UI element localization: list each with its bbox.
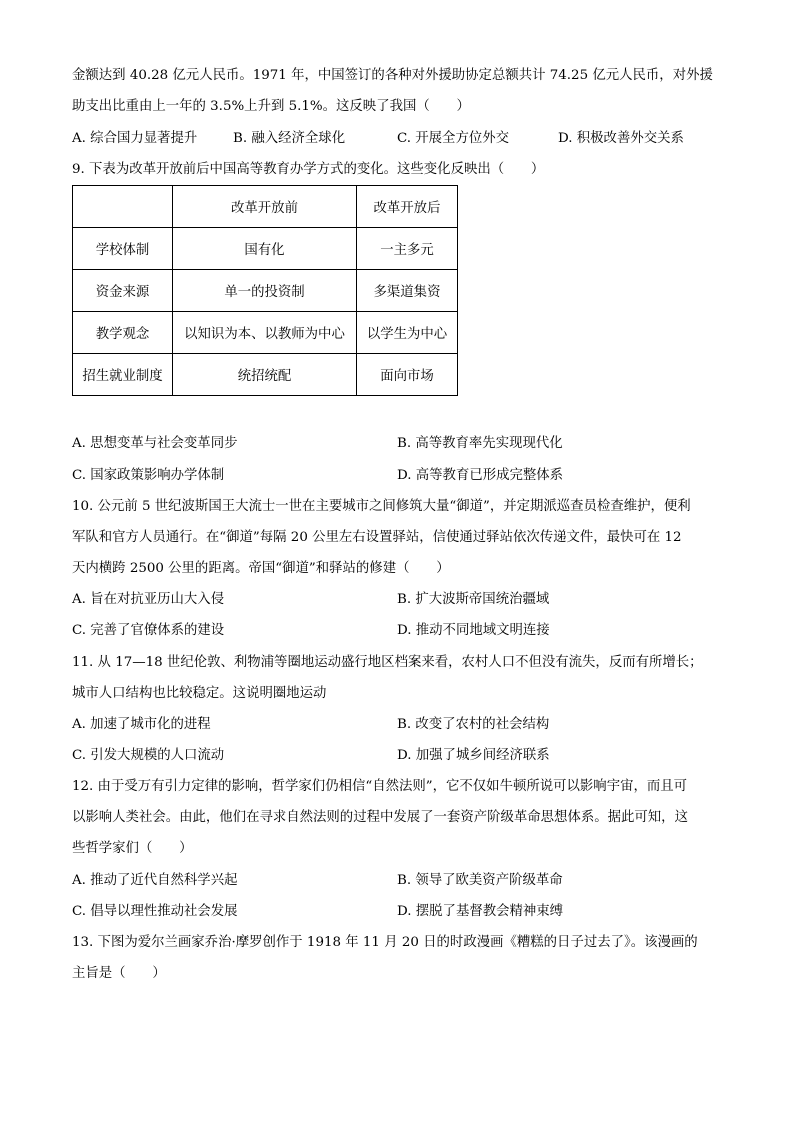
table-row bbox=[73, 228, 458, 270]
table-cell: 国有化 bbox=[173, 228, 357, 270]
q11-text-line-2: 城市人口结构也比较稳定。这说明圈地运动 bbox=[72, 686, 327, 701]
q8-option-d[interactable]: D. 积极改善外交关系 bbox=[558, 131, 684, 146]
q10-option-c[interactable]: C. 完善了官僚体系的建设 bbox=[72, 623, 225, 638]
table-row bbox=[73, 354, 458, 396]
table-header-cell bbox=[73, 186, 173, 228]
q11-text-line-1: 11. 从 17—18 世纪伦敦、利物浦等圈地运动盛行地区档案来看，农村人口不但没有流失，反而有所增长； bbox=[72, 655, 703, 670]
q9-stem: 9. 下表为改革开放前后中国高等教育办学方式的变化。这些变化反映出（ ） bbox=[72, 162, 545, 177]
table-cell: 一主多元 bbox=[357, 228, 458, 270]
table-cell: 招生就业制度 bbox=[73, 354, 173, 396]
table-cell: 学校体制 bbox=[73, 228, 173, 270]
table-cell: 以学生为中心 bbox=[357, 312, 458, 354]
q10-text-line-2: 军队和官方人员通行。在“御道”每隔 20 公里左右设置驿站，信使通过驿站依次传递文件，最快可在 12 bbox=[72, 530, 682, 545]
q11-option-d[interactable]: D. 加强了城乡间经济联系 bbox=[397, 748, 550, 763]
q9-option-c[interactable]: C. 国家政策影响办学体制 bbox=[72, 468, 225, 483]
table-header-row bbox=[73, 186, 458, 228]
q11-option-b[interactable]: B. 改变了农村的社会结构 bbox=[397, 717, 550, 732]
table-cell: 资金来源 bbox=[73, 270, 173, 312]
q8-text-line-2: 助支出比重由上一年的 3.5%上升到 5.1%。这反映了我国（ ） bbox=[72, 99, 470, 114]
q10-option-b[interactable]: B. 扩大波斯帝国统治疆域 bbox=[397, 592, 550, 607]
q12-option-b[interactable]: B. 领导了欧美资产阶级革命 bbox=[397, 873, 563, 888]
q8-option-b[interactable]: B. 融入经济全球化 bbox=[233, 131, 346, 146]
table-cell: 多渠道集资 bbox=[357, 270, 458, 312]
q13-text-line-2: 主旨是（ ） bbox=[72, 966, 166, 981]
q9-option-b[interactable]: B. 高等教育率先实现现代化 bbox=[397, 436, 563, 451]
table-header-cell: 改革开放后 bbox=[357, 186, 458, 228]
q10-option-a[interactable]: A. 旨在对抗亚历山大入侵 bbox=[72, 592, 225, 607]
table-row bbox=[73, 270, 458, 312]
q12-text-line-3: 些哲学家们（ ） bbox=[72, 841, 193, 856]
q11-option-a[interactable]: A. 加速了城市化的进程 bbox=[72, 717, 211, 732]
q9-option-a[interactable]: A. 思想变革与社会变革同步 bbox=[72, 436, 238, 451]
q10-option-d[interactable]: D. 推动不同地域文明连接 bbox=[397, 623, 550, 638]
q13-text-line-1: 13. 下图为爱尔兰画家乔治·摩罗创作于 1918 年 11 月 20 日的时政漫画《糟糕的日子过去了》。该漫画的 bbox=[72, 935, 698, 950]
table-cell: 以知识为本、以教师为中心 bbox=[173, 312, 357, 354]
q12-text-line-1: 12. 由于受万有引力定律的影响，哲学家们仍相信“自然法则”，它不仅如牛顿所说可以影响宇宙，而且可 bbox=[72, 779, 688, 794]
q10-text-line-1: 10. 公元前 5 世纪波斯国王大流士一世在主要城市之间修筑大量“御道”，并定期派巡查员检查维护，便利 bbox=[72, 499, 691, 514]
table-cell: 面向市场 bbox=[357, 354, 458, 396]
q9-comparison-table bbox=[72, 185, 458, 396]
q9-option-d[interactable]: D. 高等教育已形成完整体系 bbox=[397, 468, 564, 483]
q8-option-a[interactable]: A. 综合国力显著提升 bbox=[72, 131, 198, 146]
q12-option-a[interactable]: A. 推动了近代自然科学兴起 bbox=[72, 873, 238, 888]
table-cell: 统招统配 bbox=[173, 354, 357, 396]
q12-option-d[interactable]: D. 摆脱了基督教会精神束缚 bbox=[397, 904, 564, 919]
table-cell: 单一的投资制 bbox=[173, 270, 357, 312]
q11-option-c[interactable]: C. 引发大规模的人口流动 bbox=[72, 748, 225, 763]
q12-text-line-2: 以影响人类社会。由此，他们在寻求自然法则的过程中发展了一套资产阶级革命思想体系。据此可知，这 bbox=[72, 810, 688, 825]
q10-text-line-3: 天内横跨 2500 公里的距离。帝国“御道”和驿站的修建（ ） bbox=[72, 561, 450, 576]
table-row bbox=[73, 312, 458, 354]
table-cell: 教学观念 bbox=[73, 312, 173, 354]
q8-option-c[interactable]: C. 开展全方位外交 bbox=[397, 131, 510, 146]
q12-option-c[interactable]: C. 倡导以理性推动社会发展 bbox=[72, 904, 238, 919]
table-header-cell: 改革开放前 bbox=[173, 186, 357, 228]
q8-text-line-1: 金额达到 40.28 亿元人民币。1971 年，中国签订的各种对外援助协定总额共计 74.25 亿元人民币，对外援 bbox=[72, 68, 713, 83]
